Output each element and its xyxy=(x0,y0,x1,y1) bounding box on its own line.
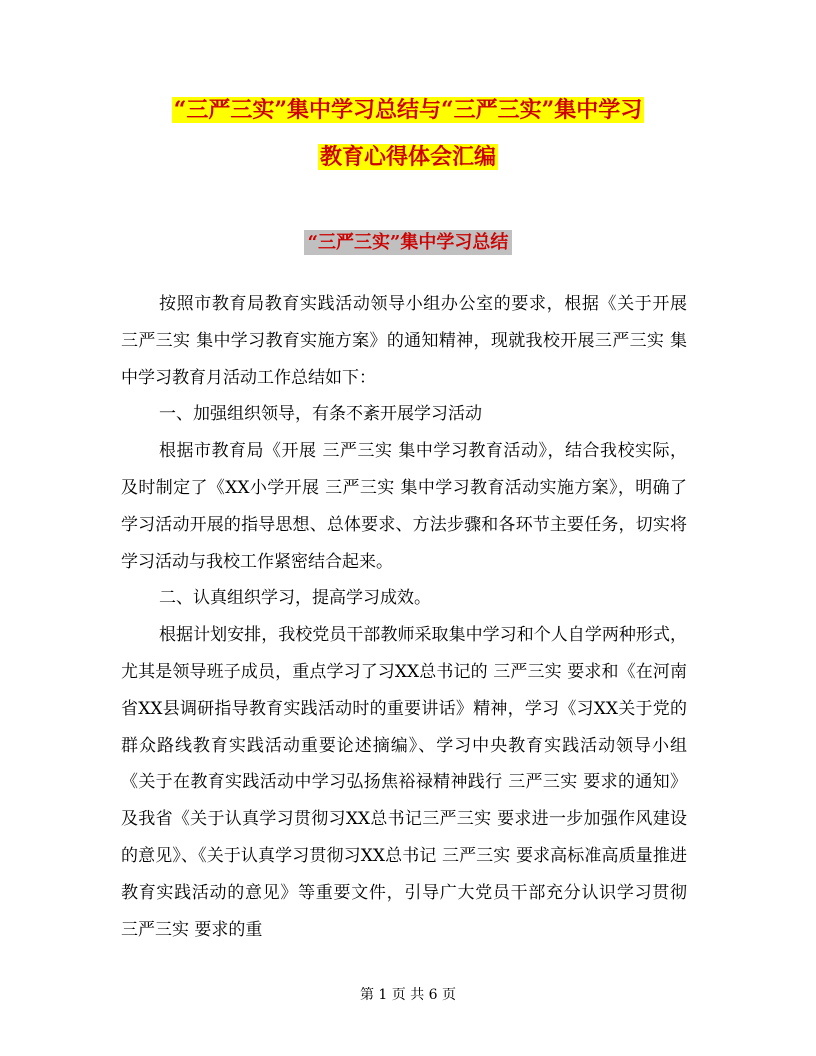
paragraph-heading: 二、认真组织学习，提高学习成效。 xyxy=(159,588,431,609)
title-line-1-text: “三严三实”集中学习总结与“三严三实”集中学习 xyxy=(173,97,643,123)
paragraph: 根据市教育局《开展 三严三实 集中学习教育活动》，结合我校实际，及时制定了《XX小学开展 三严三实 集中学习教育活动实施方案》，明确了学习活动开展的指导思想、总体要求、方法步骤和各环节主要任务，切实将学习活动与我校工作紧密结合起来。 xyxy=(121,441,687,572)
paragraph-heading: 一、加强组织领导，有条不紊开展学习活动 xyxy=(159,404,482,425)
section-heading xyxy=(0,229,816,257)
document-title-line-1 xyxy=(0,94,816,126)
title-line-2-text: 教育心得体会汇编 xyxy=(319,144,496,170)
paragraph: 按照市教育局教育实践活动领导小组办公室的要求，根据《关于开展 三严三实 集中学习教育实施方案》的通知精神，现就我校开展三严三实 集中学习教育月活动工作总结如下： xyxy=(121,294,687,388)
document-body xyxy=(121,286,687,948)
page-footer: 第 1 页 共 6 页 xyxy=(359,987,457,1003)
paragraph: 根据计划安排，我校党员干部教师采取集中学习和个人自学两种形式，尤其是领导班子成员，重点学习了习XX总书记的 三严三实 要求和《在河南省XX县调研指导教育实践活动时的重要讲话》精神，学习《习XX关于党的群众路线教育实践活动重要论述摘编》、学习中央教育实践活动领导小组《关于在教育实践活动中学习弘扬焦裕禄精神践行 三严三实 要求的通知》及我省《关于认真学习贯彻习XX总书记三严三实 要求进一步加强作风建设的意见》、《关于认真学习贯彻习XX总书记 三严三实 要求高标准高质量推进教育实践活动的意见》等重要文件，引导广大党员干部充分认识学习贯彻 三严三实 要求的重 xyxy=(121,625,687,940)
section-heading-text: “三严三实”集中学习总结 xyxy=(304,230,513,255)
document-title-line-2 xyxy=(0,141,816,173)
